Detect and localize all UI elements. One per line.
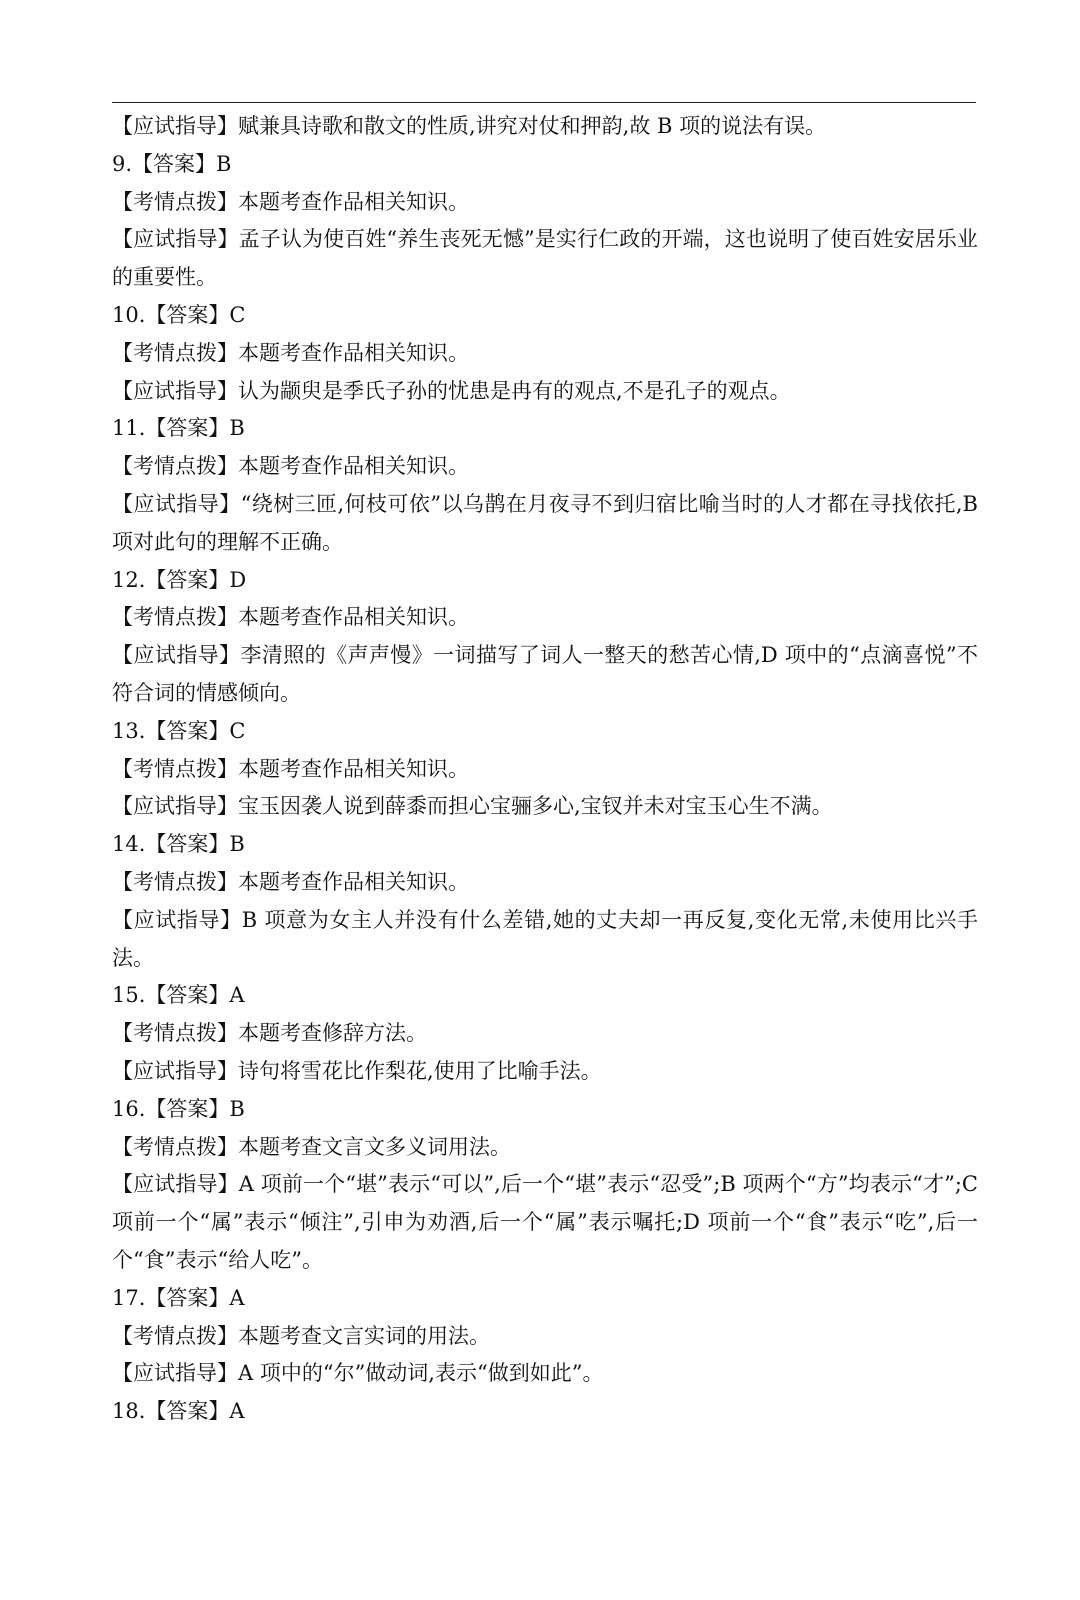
point-line: 【考情点拨】本题考查文言文多义词用法。	[112, 1134, 511, 1159]
answer-key-body	[112, 108, 978, 1431]
guide-line: 【应试指导】认为颛臾是季氏子孙的忧患是冉有的观点,不是孔子的观点。	[112, 378, 791, 403]
answer-line: 13.【答案】C	[112, 718, 246, 743]
point-line: 【考情点拨】本题考查修辞方法。	[112, 1021, 427, 1046]
answer-line: 9.【答案】B	[112, 151, 232, 176]
guide-line: 【应试指导】“绕树三匝,何枝可依”以乌鹊在月夜寻不到归宿比喻当时的人才都在寻找依托,B 项对此句的理解不正确。	[112, 491, 978, 554]
guide-line: 【应试指导】宝玉因袭人说到薛黍而担心宝骊多心,宝钗并未对宝玉心生不满。	[112, 794, 833, 819]
answer-line: 18.【答案】A	[112, 1399, 245, 1424]
point-line: 【考情点拨】本题考查作品相关知识。	[112, 189, 469, 214]
guide-line: 【应试指导】A 项前一个“堪”表示“可以”,后一个“堪”表示“忍受”;B 项两个“方”均表示“才”;C 项前一个“属”表示“倾注”,引申为劝酒,后一个“属”表示嘱托;D 项前一个“食”表示“吃”,后一个“食”表示“给人吃”。	[112, 1172, 978, 1272]
guide-line: 【应试指导】李清照的《声声慢》一词描写了词人一整天的愁苦心情,D 项中的“点滴喜悦”不符合词的情感倾向。	[112, 643, 978, 705]
answer-line: 10.【答案】C	[112, 302, 246, 327]
answer-line: 11.【答案】B	[112, 416, 245, 441]
guide-line: 【应试指导】赋兼具诗歌和散文的性质,讲究对仗和押韵,故 B 项的说法有误。	[112, 114, 827, 138]
point-line: 【考情点拨】本题考查作品相关知识。	[112, 340, 469, 365]
answer-line: 15.【答案】A	[112, 983, 245, 1008]
guide-line: 【应试指导】孟子认为使百姓“养生丧死无憾”是实行仁政的开端，这也说明了使百姓安居乐业的重要性。	[112, 227, 978, 290]
point-line: 【考情点拨】本题考查文言实词的用法。	[112, 1323, 490, 1348]
point-line: 【考情点拨】本题考查作品相关知识。	[112, 454, 469, 479]
answer-line: 12.【答案】D	[112, 567, 247, 592]
answer-line: 14.【答案】B	[112, 832, 245, 857]
point-line: 【考情点拨】本题考查作品相关知识。	[112, 605, 469, 630]
point-line: 【考情点拨】本题考查作品相关知识。	[112, 756, 469, 781]
answer-line: 16.【答案】B	[112, 1096, 245, 1121]
guide-line: 【应试指导】诗句将雪花比作梨花,使用了比喻手法。	[112, 1058, 602, 1083]
guide-line: 【应试指导】B 项意为女主人并没有什么差错,她的丈夫却一再反复,变化无常,未使用比兴手法。	[112, 907, 978, 970]
point-line: 【考情点拨】本题考查作品相关知识。	[112, 869, 469, 894]
header-rule	[112, 102, 976, 103]
guide-line: 【应试指导】A 项中的“尔”做动词,表示“做到如此”。	[112, 1361, 604, 1386]
answer-line: 17.【答案】A	[112, 1285, 245, 1310]
